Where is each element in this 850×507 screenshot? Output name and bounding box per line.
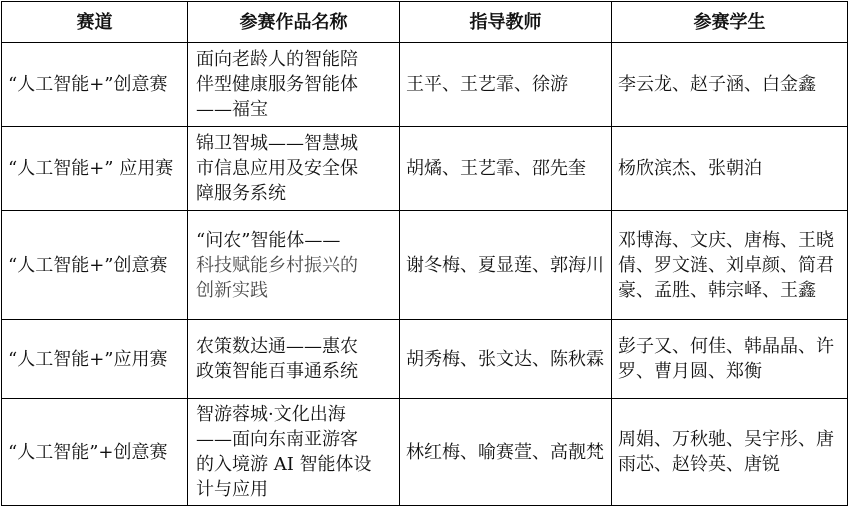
teachers-cell: 谢冬梅、夏显莲、郭海川 — [400, 211, 612, 320]
work-line: 市信息应用及安全保 — [196, 158, 358, 179]
track-cell: “人工智能”+创意赛 — [2, 399, 188, 506]
work-line: 锦卫智城——智慧城 — [196, 133, 358, 154]
header-students: 参赛学生 — [612, 2, 848, 43]
teachers-cell: 胡秀梅、张文达、陈秋霖 — [400, 320, 612, 399]
work-cell — [188, 399, 400, 506]
students-cell: 杨欣滨杰、张朝泊 — [612, 127, 848, 211]
work-line: ——面向东南亚游客 — [196, 429, 358, 450]
work-line: 伴型健康服务智能体 — [196, 74, 358, 95]
work-cell — [188, 320, 400, 399]
work-line: 政策智能百事通系统 — [196, 361, 358, 382]
students-cell: 李云龙、赵子涵、白金鑫 — [612, 43, 848, 127]
work-line: 智游蓉城·文化出海 — [196, 404, 346, 425]
work-cell — [188, 43, 400, 127]
track-cell: “人工智能+”创意赛 — [2, 211, 188, 320]
work-line: ——福宝 — [196, 99, 268, 120]
work-line: 的入境游 AI 智能体设 — [196, 454, 372, 475]
work-cell — [188, 127, 400, 211]
teachers-cell: 林红梅、喻赛萱、高靓梵 — [400, 399, 612, 506]
table-row — [2, 43, 848, 127]
teachers-cell: 王平、王艺霏、徐游 — [400, 43, 612, 127]
table-row — [2, 211, 848, 320]
track-cell: “人工智能+”创意赛 — [2, 43, 188, 127]
work-line: 计与应用 — [196, 479, 268, 500]
table-row — [2, 320, 848, 399]
teachers-cell: 胡燏、王艺霏、邵先奎 — [400, 127, 612, 211]
students-cell: 周娟、万秋驰、吴宇彤、唐雨芯、赵铃英、唐锐 — [612, 399, 848, 506]
table-row — [2, 399, 848, 506]
work-line: 障服务系统 — [196, 183, 286, 204]
work-line: 科技赋能乡村振兴的 — [196, 254, 358, 276]
work-line: 农策数达通——惠农 — [196, 336, 358, 357]
track-cell: “人工智能+” 应用赛 — [2, 127, 188, 211]
track-cell: “人工智能+”应用赛 — [2, 320, 188, 399]
work-line: “问农”智能体—— — [196, 229, 341, 251]
table-row — [2, 127, 848, 211]
header-track: 赛道 — [2, 2, 188, 43]
work-line: 面向老龄人的智能陪 — [196, 49, 358, 70]
students-cell: 彭子又、何佳、韩晶晶、许罗、曹月圆、郑衡 — [612, 320, 848, 399]
header-work: 参赛作品名称 — [188, 2, 400, 43]
header-row — [2, 2, 848, 43]
header-teachers: 指导教师 — [400, 2, 612, 43]
work-line: 创新实践 — [196, 279, 268, 301]
work-cell — [188, 211, 400, 320]
competition-table — [1, 1, 848, 506]
students-cell: 邓博海、文庆、唐梅、王晓倩、罗文涟、刘卓颜、简君豪、孟胜、韩宗峄、王鑫 — [612, 211, 848, 320]
